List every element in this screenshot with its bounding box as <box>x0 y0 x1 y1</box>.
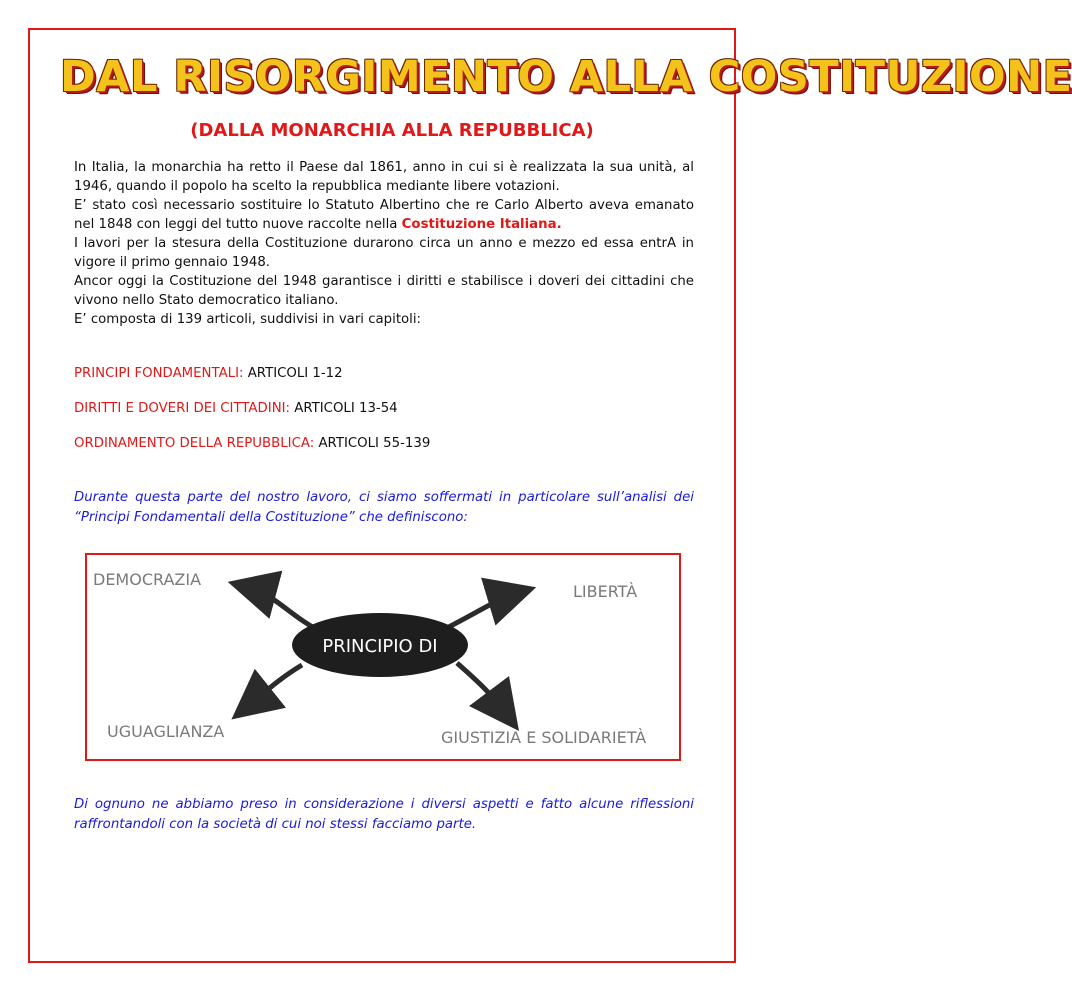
arrow-bottom-left <box>247 665 302 707</box>
principles-diagram <box>85 553 681 761</box>
intro-paragraph-4: Ancor oggi la Costituzione del 1948 garantisce i diritti e stabilisce i doveri dei cittadini che vivono nello Stato democratico italiano. <box>74 274 694 308</box>
section-ordinamento <box>74 436 430 451</box>
note-reflections: Di ognuno ne abbiamo preso in considerazione i diversi aspetti e fatto alcune riflessioni raffrontandoli con la società di cui noi stessi facciamo parte. <box>74 797 694 832</box>
diagram-label-giustizia: GIUSTIZIA E SOLIDARIETÀ <box>441 728 647 747</box>
intro-text <box>74 158 694 329</box>
intro-paragraph-1: In Italia, la monarchia ha retto il Paese dal 1861, anno in cui si è realizzata la sua unità, al 1946, quando il popolo ha scelto la repubblica mediante libere votazioni. <box>74 160 694 194</box>
section-value: ARTICOLI 55-139 <box>314 436 431 451</box>
diagram-label-liberta: LIBERTÀ <box>573 582 638 601</box>
intro-paragraph-3: I lavori per la stesura della Costituzione durarono circa un anno e mezzo ed essa entrA in vigore il primo gennaio 1948. <box>74 236 694 270</box>
arrow-bottom-right <box>457 663 507 715</box>
page-title: DAL RISORGIMENTO ALLA COSTITUZIONE <box>60 52 1072 102</box>
principles-diagram-svg <box>87 555 679 759</box>
constitution-highlight: Costituzione Italiana. <box>401 217 562 232</box>
section-label: DIRITTI E DOVERI DEI CITTADINI: <box>74 401 291 416</box>
section-value: ARTICOLI 1-12 <box>243 366 343 381</box>
section-label: PRINCIPI FONDAMENTALI: <box>74 366 244 381</box>
intro-paragraph-2 <box>74 196 694 234</box>
section-value: ARTICOLI 13-54 <box>290 401 398 416</box>
intro-paragraph-5: E’ composta di 139 articoli, suddivisi in vari capitoli: <box>74 312 422 327</box>
note-principles: Durante questa parte del nostro lavoro, ci siamo soffermati in particolare sull’analisi dei “Principi Fondamentali della Costituzione” che definiscono: <box>74 490 694 525</box>
diagram-center-label: PRINCIPIO DI <box>322 636 438 657</box>
section-principi <box>74 366 343 381</box>
intro-paragraph-2-text: E’ stato così necessario sostituire lo Statuto Albertino che re Carlo Alberto aveva emanato nel 1848 con leggi del tutto nuove raccolte nella <box>74 198 694 232</box>
section-label: ORDINAMENTO DELLA REPUBBLICA: <box>74 436 315 451</box>
page-subtitle: (DALLA MONARCHIA ALLA REPUBBLICA) <box>190 120 594 141</box>
section-diritti <box>74 401 398 416</box>
diagram-label-democrazia: DEMOCRAZIA <box>93 570 202 589</box>
diagram-label-uguaglianza: UGUAGLIANZA <box>107 722 225 741</box>
